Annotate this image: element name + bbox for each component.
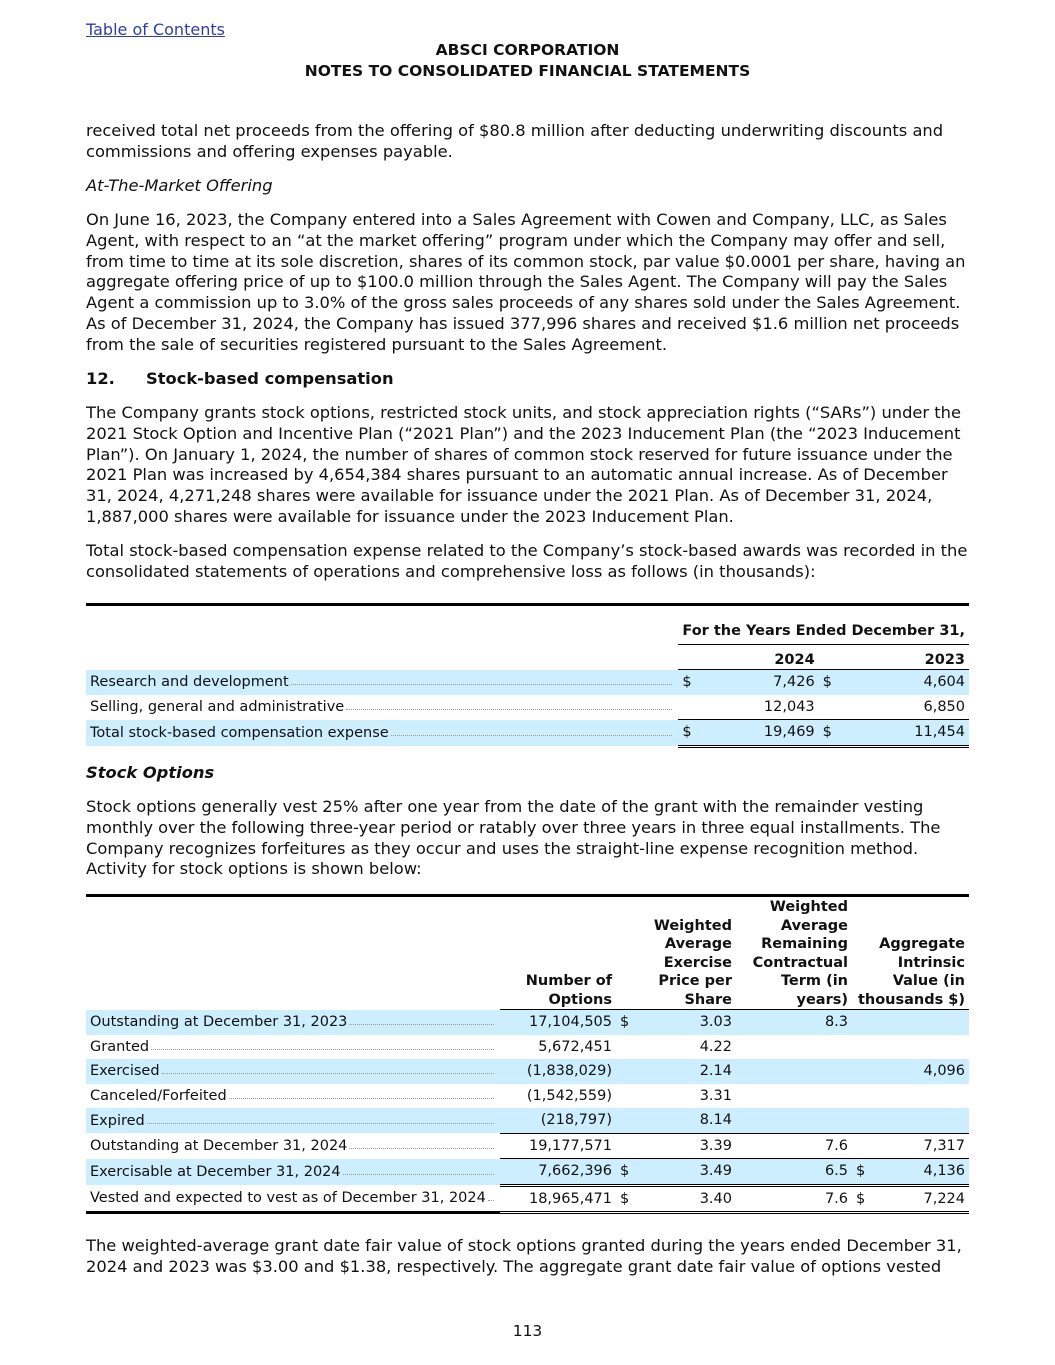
section-number: 12. bbox=[86, 369, 115, 388]
table-row: Selling, general and administrative 12,043 6,850 bbox=[86, 695, 969, 720]
paragraph-offering-proceeds: received total net proceeds from the offering of $80.8 million after deducting underwriting discounts and commissions and offering expenses payable. bbox=[86, 121, 944, 161]
company-name: ABSCI CORPORATION bbox=[435, 41, 620, 59]
paragraph-stock-options: Stock options generally vest 25% after one year from the date of the grant with the remainder vesting monthly over the following three-year period or ratably over three years in three equal installments. The Company recognizes forfeitures as they occur and uses the straight-line expense recognition method. Activity for stock options is shown below: bbox=[86, 797, 941, 879]
section-title: Stock-based compensation bbox=[146, 369, 394, 388]
paragraph-plans: The Company grants stock options, restricted stock units, and stock appreciation rights (“SARs”) under the 2021 Stock Option and Incentive Plan (“2021 Plan”) and the 2023 Inducement Plan (the “2023 Inducement Plan”). On January 1, 2024, the number of shares of common stock reserved for future issuance under the 2021 Plan was increased by 4,654,384 shares pursuant to an automatic annual increase. As of December 31, 2024, 4,271,248 shares were available for issuance under the 2021 Plan. As of December 31, 2024, 1,887,000 shares were available for issuance under the 2023 Inducement Plan. bbox=[86, 403, 962, 526]
paragraph-fair-value: The weighted-average grant date fair value of stock options granted during the years ended December 31, 2024 and 2023 was $3.00 and $1.38, respectively. The aggregate grant date fair value of options vested bbox=[86, 1236, 962, 1276]
table-row: Canceled/Forfeited (1,542,559) 3.31 bbox=[90, 1087, 732, 1104]
table-row: Exercisable at December 31, 2024 7,662,396 $ 3.49 6.5 $ 4,136 bbox=[86, 1159, 969, 1186]
exercise-price-header: Weighted Average Exercise Price per Share bbox=[616, 897, 736, 1010]
table-row: Vested and expected to vest as of December 31, 2024 18,965,471 $ 3.40 7.6 $ 7,224 bbox=[86, 1185, 969, 1213]
page-number: 113 bbox=[512, 1322, 543, 1340]
table-row: Exercised (1,838,029) 2.14 4,096 bbox=[86, 1059, 969, 1084]
paragraph-atm-offering: On June 16, 2023, the Company entered into a Sales Agreement with Cowen and Company, LLC, as Sales Agent, with respect to an “at the market offering” program under which the Company may offer and sell, from time to time at its sole discretion, shares of its common stock, par value $0.0001 per share, having an aggregate offering price of up to $100.0 million through the Sales Agent. The Company will pay the Sales Agent a commission up to 3.0% of the gross sales proceeds of any shares sold under the Sales Agreement. As of December 31, 2024, the Company has issued 377,996 shares and received $1.6 million net proceeds from the sale of securities registered pursuant to the Sales Agreement. bbox=[86, 210, 966, 354]
number-of-options-header: Number of Options bbox=[500, 897, 616, 1010]
stock-options-heading: Stock Options bbox=[86, 763, 215, 782]
section-12-heading bbox=[86, 369, 969, 388]
table-row: Outstanding at December 31, 2023 17,104,505 $ 3.03 8.3 bbox=[86, 1010, 969, 1035]
table-row: Expired (218,797) 8.14 bbox=[86, 1108, 969, 1133]
intrinsic-value-header: Aggregate Intrinsic Value (in thousands $) bbox=[852, 897, 969, 1010]
table-row-total: Total stock-based compensation expense $ 19,469 $ 11,454 bbox=[86, 720, 969, 747]
table-of-contents-link[interactable]: Table of Contents bbox=[86, 20, 225, 39]
year-2024-header: 2024 bbox=[678, 644, 818, 670]
atm-offering-heading: At-The-Market Offering bbox=[86, 176, 273, 195]
stock-option-activity-table bbox=[86, 894, 969, 1214]
paragraph-expense-intro: Total stock-based compensation expense related to the Company’s stock-based awards was recorded in the consolidated statements of operations and comprehensive loss as follows (in thousands): bbox=[86, 541, 968, 581]
table-row: Granted 5,672,451 4.22 bbox=[90, 1038, 732, 1055]
year-2023-header: 2023 bbox=[819, 644, 969, 670]
compensation-expense-table bbox=[86, 603, 969, 748]
period-header: For the Years Ended December 31, bbox=[678, 619, 969, 644]
contractual-term-header: Weighted Average Remaining Contractual Term (in years) bbox=[736, 897, 852, 1010]
table-row: Research and development $ 7,426 $ 4,604 bbox=[86, 670, 969, 695]
table-row: Outstanding at December 31, 2024 19,177,571 3.39 7.6 7,317 bbox=[86, 1133, 969, 1159]
page-title: NOTES TO CONSOLIDATED FINANCIAL STATEMENTS bbox=[304, 62, 751, 80]
